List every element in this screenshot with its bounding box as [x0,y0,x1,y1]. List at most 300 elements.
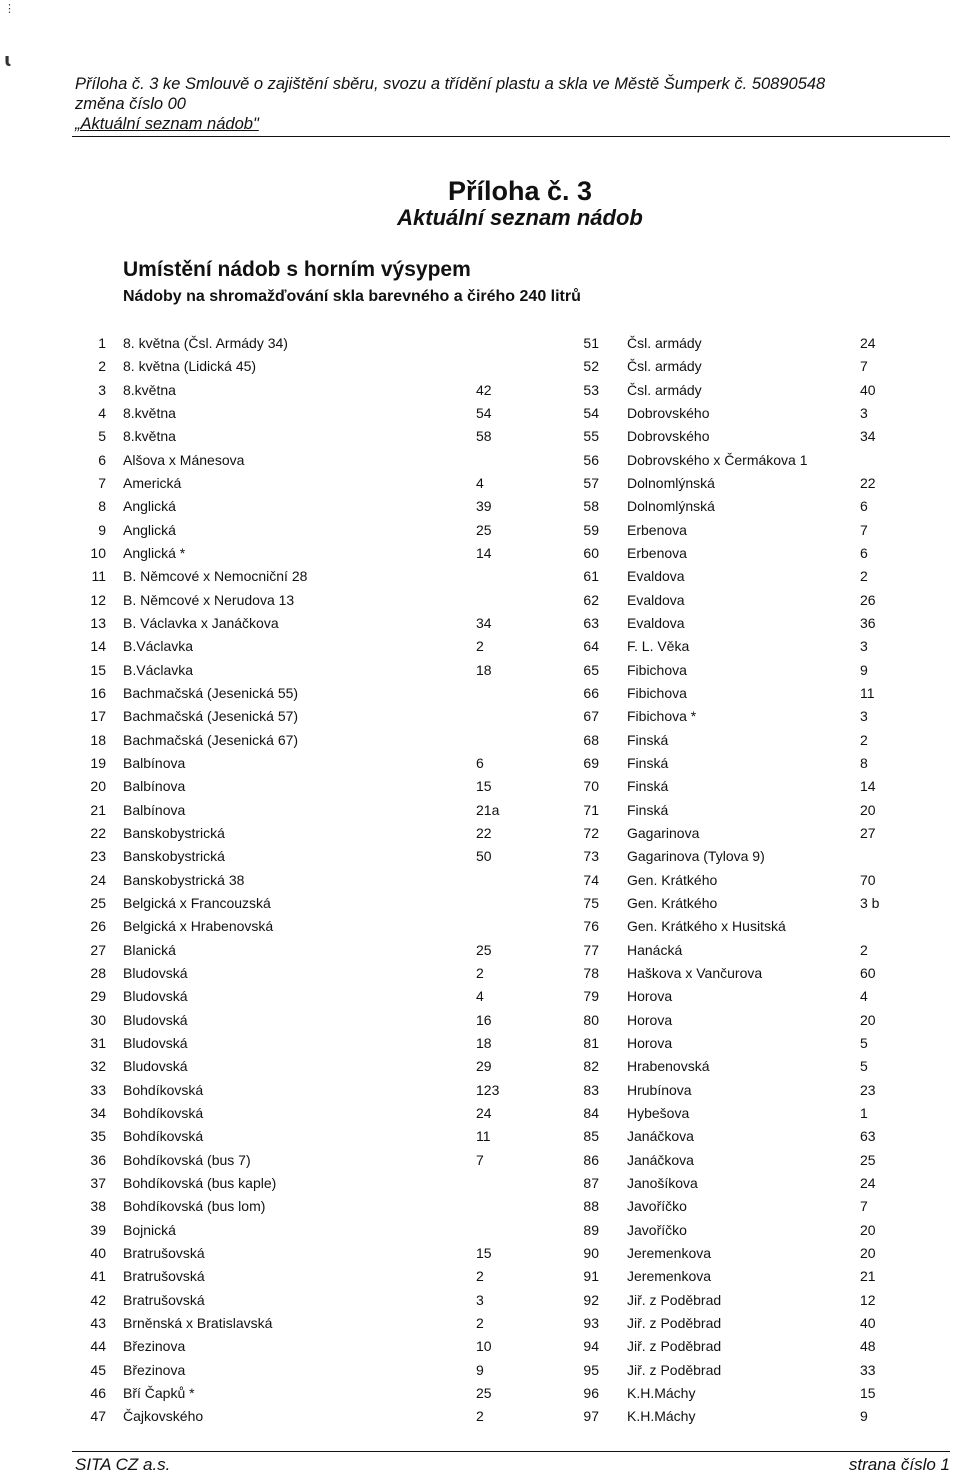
right-street: Gen. Krátkého x Husitská [627,918,786,935]
scan-mark-side: ɩ [4,50,12,71]
right-number: 73 [583,848,599,865]
right-street: Dobrovského x Čermákova 1 [627,451,808,468]
right-street: K.H.Máchy [627,1408,696,1425]
right-house-number: 36 [860,615,876,631]
left-street: Blanická [123,941,176,958]
right-number: 94 [583,1338,599,1355]
right-street: Horova [627,988,673,1005]
left-street: Bratrušovská [123,1244,205,1261]
list-item [0,428,960,451]
right-number: 85 [583,1128,599,1145]
left-number: 2 [98,358,106,375]
left-number: 38 [90,1198,106,1215]
left-house-number: 11 [476,1128,491,1145]
left-number: 1 [98,335,106,351]
right-house-number: 11 [860,684,875,701]
list-item [0,895,960,918]
right-street: Evaldova [627,591,685,608]
right-house-number: 33 [860,1361,876,1378]
right-street: F. L. Věka [627,638,690,655]
right-number: 67 [583,708,599,725]
left-street: 8.května [123,428,176,445]
left-number: 20 [90,778,106,795]
left-house-number: 2 [476,638,484,655]
right-number: 65 [583,661,599,678]
right-street: Čsl. armády [627,335,702,351]
left-street: B. Němcové x Nerudova 13 [123,591,295,608]
left-street: Anglická * [123,545,186,561]
right-street: Jeremenkova [627,1244,712,1261]
right-street: Horova [627,1034,673,1051]
list-item [0,405,960,428]
right-house-number: 2 [860,568,868,585]
list-item [0,1128,960,1151]
left-street: Bohdíkovská (bus kaple) [123,1174,277,1191]
list-item [0,802,960,825]
left-number: 25 [90,894,106,911]
right-number: 75 [583,894,599,911]
list-item [0,825,960,848]
right-house-number: 20 [860,1221,876,1238]
right-street: Dolnomlýnská [627,498,715,515]
list-item [0,1082,960,1105]
right-street: Čsl. armády [627,381,702,398]
right-street: Finská [627,754,669,771]
list-item [0,475,960,498]
right-street: Gagarinova [627,824,700,841]
right-number: 79 [583,988,599,1005]
right-number: 92 [583,1291,599,1308]
left-street: Bludovská [123,1058,188,1075]
right-number: 68 [583,731,599,748]
right-house-number: 7 [860,521,868,538]
left-number: 36 [90,1151,106,1168]
header-rule [72,136,950,137]
left-house-number: 123 [476,1081,500,1098]
left-number: 8 [98,498,106,515]
left-number: 13 [90,615,106,631]
list-item [0,1222,960,1245]
right-house-number: 27 [860,824,876,841]
list-item [0,1408,960,1431]
left-street: 8. května (Čsl. Armády 34) [123,335,288,351]
left-number: 3 [98,381,106,398]
left-street: Banskobystrická [123,848,225,865]
left-street: 8.května [123,405,176,421]
right-number: 91 [583,1268,599,1285]
list-item [0,1362,960,1385]
left-house-number: 2 [476,1408,484,1425]
right-street: Fibichova * [627,708,697,725]
left-street: Bludovská [123,988,188,1005]
left-street: Americká [123,475,182,491]
right-house-number: 26 [860,591,876,608]
right-street: Evaldova [627,568,685,585]
left-house-number: 16 [476,1011,492,1028]
right-street: Erbenova [627,521,687,538]
left-street: Banskobystrická 38 [123,871,245,888]
section-heading: Umístění nádob s horním výsypem [123,258,471,281]
left-number: 41 [90,1268,106,1285]
left-number: 4 [98,405,106,421]
list-item [0,942,960,965]
scan-mark-top: ⋮ [4,2,15,15]
right-number: 58 [583,498,599,515]
left-house-number: 29 [476,1058,492,1075]
left-house-number: 14 [476,545,492,561]
left-house-number: 3 [476,1291,484,1308]
right-street: Finská [627,731,669,748]
left-number: 14 [90,638,106,655]
right-house-number: 2 [860,941,868,958]
right-house-number: 22 [860,475,876,491]
right-number: 70 [583,778,599,795]
list-item [0,638,960,661]
right-house-number: 24 [860,1174,876,1191]
left-house-number: 54 [476,405,492,421]
right-house-number: 4 [860,988,868,1005]
list-item [0,1012,960,1035]
right-street: Evaldova [627,615,685,631]
list-item [0,1245,960,1268]
left-street: B. Václavka x Janáčkova [123,615,279,631]
right-number: 93 [583,1314,599,1331]
right-house-number: 25 [860,1151,876,1168]
left-house-number: 22 [476,824,492,841]
left-number: 27 [90,941,106,958]
page-subtitle: Aktuální seznam nádob [397,205,643,230]
left-number: 42 [90,1291,106,1308]
right-house-number: 15 [860,1384,876,1401]
left-house-number: 39 [476,498,492,515]
left-number: 45 [90,1361,106,1378]
right-number: 59 [583,521,599,538]
left-street: Bachmačská (Jesenická 55) [123,684,299,701]
left-street: Belgická x Francouzská [123,894,271,911]
right-street: Dolnomlýnská [627,475,715,491]
left-number: 34 [90,1104,106,1121]
left-street: Balbínova [123,778,186,795]
left-house-number: 10 [476,1338,492,1355]
right-number: 63 [583,615,599,631]
left-street: Bohdíkovská (bus lom) [123,1198,266,1215]
left-number: 44 [90,1338,106,1355]
list-item [0,522,960,545]
right-number: 90 [583,1244,599,1261]
list-item [0,848,960,871]
right-house-number: 20 [860,801,876,818]
right-number: 84 [583,1104,599,1121]
list-item [0,708,960,731]
right-street: Hrabenovská [627,1058,710,1075]
left-house-number: 6 [476,754,484,771]
right-house-number: 48 [860,1338,876,1355]
list-item [0,568,960,591]
left-street: Banskobystrická [123,824,225,841]
left-number: 5 [98,428,106,445]
left-number: 19 [90,754,106,771]
right-house-number: 9 [860,1408,868,1425]
left-house-number: 24 [476,1104,492,1121]
right-street: Jiř. z Poděbrad [627,1314,722,1331]
right-street: Janošíkova [627,1174,698,1191]
right-street: Jiř. z Poděbrad [627,1338,722,1355]
left-street: B.Václavka [123,638,194,655]
right-number: 69 [583,754,599,771]
left-house-number: 58 [476,428,492,445]
right-number: 87 [583,1174,599,1191]
left-street: Alšova x Mánesova [123,451,245,468]
left-number: 30 [90,1011,106,1028]
left-number: 6 [98,451,106,468]
left-street: Anglická [123,498,176,515]
left-street: Bratrušovská [123,1291,205,1308]
right-number: 62 [583,591,599,608]
right-house-number: 63 [860,1128,876,1145]
right-house-number: 40 [860,381,876,398]
left-house-number: 4 [476,475,484,491]
left-number: 16 [90,684,106,701]
left-number: 10 [90,545,106,561]
right-street: Dobrovského [627,428,710,445]
left-number: 46 [90,1384,106,1401]
right-street: Gen. Krátkého [627,894,718,911]
right-house-number: 34 [860,428,876,445]
page-title: Příloha č. 3 [447,176,593,206]
right-house-number: 3 [860,708,868,725]
left-house-number: 18 [476,661,492,678]
right-number: 74 [583,871,599,888]
left-number: 17 [90,708,106,725]
list-item [0,685,960,708]
right-street: Jeremenkova [627,1268,712,1285]
right-number: 64 [583,638,599,655]
footer-page-number: strana číslo 1 [848,1455,950,1474]
right-house-number: 9 [860,661,868,678]
left-house-number: 25 [476,941,492,958]
left-street: Brněnská x Bratislavská [123,1314,273,1331]
list-item [0,615,960,638]
left-street: Bohdíkovská (bus 7) [123,1151,251,1168]
right-number: 53 [583,381,599,398]
list-item [0,872,960,895]
left-number: 40 [90,1244,106,1261]
right-number: 78 [583,964,599,981]
right-street: Haškova x Vančurova [627,964,763,981]
right-street: Fibichova [627,661,687,678]
left-number: 22 [90,824,106,841]
left-number: 31 [90,1034,106,1051]
left-number: 21 [90,801,106,818]
right-house-number: 1 [860,1104,868,1121]
right-street: Hybešova [627,1104,690,1121]
left-number: 29 [90,988,106,1005]
right-street: Hanácká [627,941,683,958]
list-item [0,498,960,521]
left-house-number: 25 [476,521,492,538]
left-street: Belgická x Hrabenovská [123,918,274,935]
list-item [0,1175,960,1198]
left-house-number: 4 [476,988,484,1005]
list-item [0,1338,960,1361]
left-street: Bojnická [123,1221,176,1238]
left-house-number: 50 [476,848,492,865]
left-street: Bohdíkovská [123,1104,204,1121]
list-item [0,382,960,405]
right-house-number: 20 [860,1011,876,1028]
header-line-1: Příloha č. 3 ke Smlouvě o zajištění sběru, svozu a třídění plastu a skla ve Městě Šumperk č. 50890548 [75,75,826,93]
right-house-number: 8 [860,754,868,771]
right-street: Gagarinova (Tylova 9) [627,848,765,865]
left-number: 37 [90,1174,106,1191]
right-house-number: 2 [860,731,868,748]
right-house-number: 21 [860,1268,876,1285]
left-house-number: 18 [476,1034,492,1051]
list-item [0,732,960,755]
left-house-number: 42 [476,381,492,398]
right-street: Finská [627,801,669,818]
right-street: Hrubínova [627,1081,692,1098]
right-number: 56 [583,451,599,468]
left-number: 47 [90,1408,106,1425]
left-street: Balbínova [123,801,186,818]
left-house-number: 2 [476,1268,484,1285]
section-subheading: Nádoby na shromažďování skla barevného a čirého 240 litrů [123,288,581,305]
left-street: Bratrušovská [123,1268,205,1285]
list-item [0,965,960,988]
left-house-number: 34 [476,615,492,631]
right-house-number: 20 [860,1244,876,1261]
right-number: 71 [583,801,599,818]
right-street: Čsl. armády [627,358,702,375]
list-item [0,778,960,801]
right-number: 83 [583,1081,599,1098]
list-item [0,1152,960,1175]
right-house-number: 14 [860,778,876,795]
left-number: 32 [90,1058,106,1075]
left-house-number: 7 [476,1151,484,1168]
right-house-number: 3 b [860,894,880,911]
right-street: Finská [627,778,669,795]
left-number: 33 [90,1081,106,1098]
left-number: 28 [90,964,106,981]
right-street: Dobrovského [627,405,710,421]
list-item [0,1292,960,1315]
right-house-number: 12 [860,1291,876,1308]
header-line-2: změna číslo 00 [75,95,186,113]
list-item [0,545,960,568]
document-header [75,74,825,134]
left-number: 43 [90,1314,106,1331]
left-house-number: 9 [476,1361,484,1378]
left-number: 23 [90,848,106,865]
right-house-number: 3 [860,638,868,655]
right-number: 88 [583,1198,599,1215]
right-street: Horova [627,1011,673,1028]
right-number: 66 [583,684,599,701]
list-item [0,1385,960,1408]
right-number: 95 [583,1361,599,1378]
list-item [0,755,960,778]
list-item [0,1105,960,1128]
right-house-number: 6 [860,545,868,561]
left-house-number: 15 [476,778,492,795]
left-street: B.Václavka [123,661,194,678]
left-house-number: 2 [476,1314,484,1331]
list-item [0,1198,960,1221]
right-house-number: 7 [860,1198,868,1215]
right-street: Fibichova [627,684,687,701]
left-number: 12 [90,591,106,608]
right-street: Javoříčko [627,1198,687,1215]
right-street: Jiř. z Poděbrad [627,1291,722,1308]
right-house-number: 40 [860,1314,876,1331]
right-house-number: 5 [860,1058,868,1075]
right-number: 54 [583,405,599,421]
right-number: 52 [583,358,599,375]
right-street: Janáčkova [627,1128,694,1145]
right-number: 57 [583,475,599,491]
list-item [0,335,960,358]
left-number: 39 [90,1221,106,1238]
right-street: Javoříčko [627,1221,687,1238]
left-street: 8. května (Lidická 45) [123,358,257,375]
left-street: Bludovská [123,1034,188,1051]
left-street: Bohdíkovská [123,1081,204,1098]
right-number: 82 [583,1058,599,1075]
list-item [0,592,960,615]
footer-rule [72,1451,950,1452]
right-street: Gen. Krátkého [627,871,718,888]
right-house-number: 24 [860,335,876,351]
right-house-number: 60 [860,964,876,981]
left-street: B. Němcové x Nemocniční 28 [123,568,308,585]
list-item [0,358,960,381]
right-number: 51 [583,335,599,351]
left-street: Bří Čapků * [123,1384,195,1401]
right-street: Erbenova [627,545,687,561]
left-number: 18 [90,731,106,748]
list-item [0,662,960,685]
right-number: 81 [583,1034,599,1051]
right-house-number: 6 [860,498,868,515]
right-house-number: 5 [860,1034,868,1051]
left-street: Čajkovského [123,1408,204,1425]
left-number: 15 [90,661,106,678]
left-street: Anglická [123,521,176,538]
header-line-3: „Aktuální seznam nádob" [75,115,259,133]
left-number: 35 [90,1128,106,1145]
left-street: Bachmačská (Jesenická 57) [123,708,299,725]
left-street: Bohdíkovská [123,1128,204,1145]
left-number: 9 [98,521,106,538]
list-item [0,452,960,475]
left-house-number: 15 [476,1244,492,1261]
right-number: 60 [583,545,599,561]
right-number: 96 [583,1384,599,1401]
left-number: 24 [90,871,106,888]
footer-company: SITA CZ a.s. [75,1455,171,1474]
left-street: Bachmačská (Jesenická 67) [123,731,299,748]
right-number: 89 [583,1221,599,1238]
right-street: Jiř. z Poděbrad [627,1361,722,1378]
left-street: Březinova [123,1338,186,1355]
list-item [0,1315,960,1338]
left-number: 26 [90,918,106,935]
right-house-number: 23 [860,1081,876,1098]
left-street: 8.května [123,381,176,398]
list-item [0,918,960,941]
